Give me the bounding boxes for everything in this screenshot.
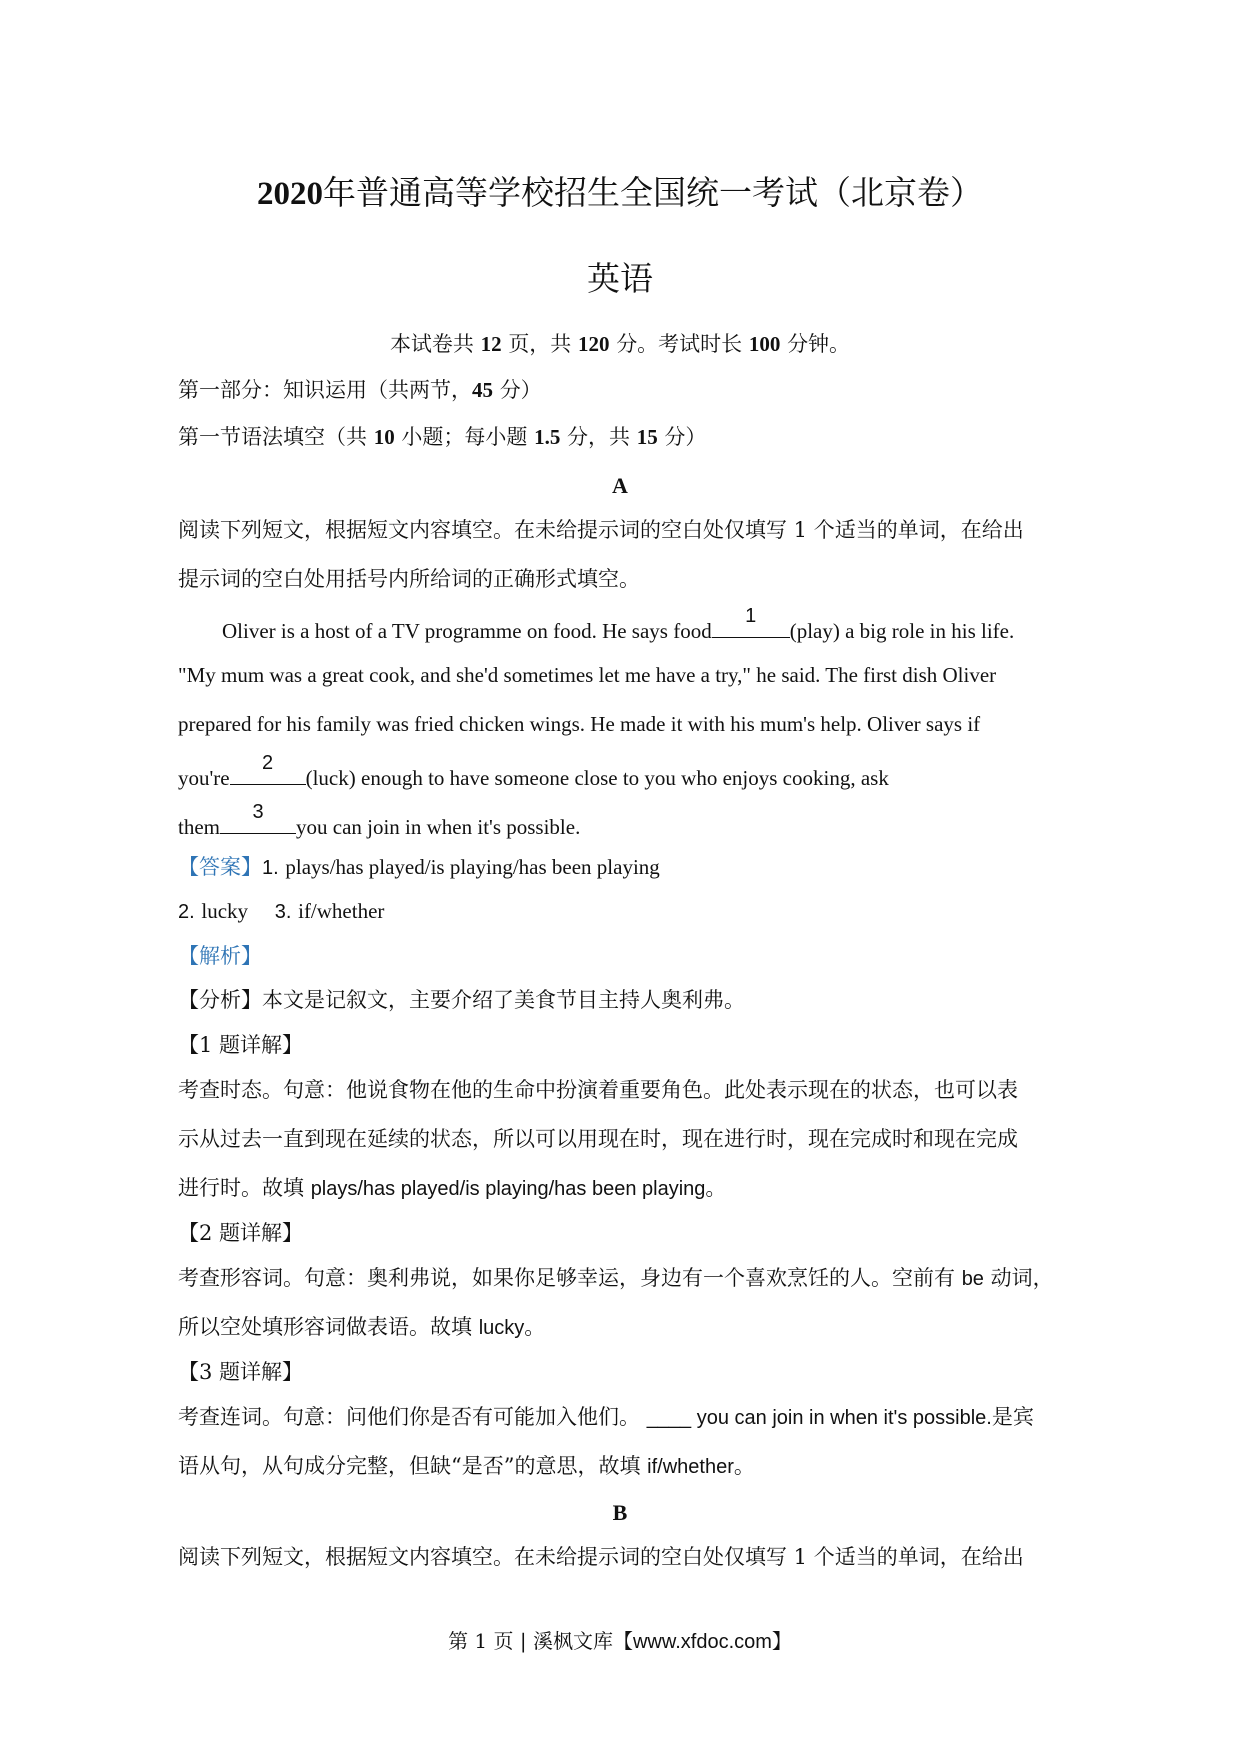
- q3-line-2: [178, 1456, 755, 1477]
- q2-heading: 【2 题详解】: [178, 1221, 304, 1245]
- part-one-score: 45: [472, 378, 493, 402]
- q3-text: 语从句，从句成分完整，但缺“是否”的意思，故填: [178, 1454, 641, 1478]
- passage-text: you're: [178, 766, 230, 790]
- intro-pages: 12: [480, 332, 502, 356]
- q2-line-2: [178, 1317, 545, 1338]
- page-footer: [0, 1631, 1240, 1652]
- section-text-1: 第一节语法填空（共: [178, 425, 367, 449]
- blank-number: 2: [262, 752, 274, 774]
- answer-text: plays/has played/is playing/has been playing: [285, 855, 660, 879]
- q2-text: 所以空处填形容词做表语。故填: [178, 1315, 472, 1339]
- analysis-tag: 【解析】: [178, 944, 262, 968]
- analysis-summary: 【分析】本文是记叙文，主要介绍了美食节目主持人奥利弗。: [178, 988, 745, 1012]
- q1-line-1: 考查时态。句意：他说食物在他的生命中扮演着重要角色。此处表示现在的状态，也可以表: [178, 1078, 1018, 1102]
- passage-text: you can join in when it's possible.: [296, 815, 581, 839]
- part-one-heading: [178, 380, 542, 401]
- passage-text: (luck) enough to have someone close to you who enjoys cooking, ask: [305, 766, 889, 790]
- section-text-3: 分，共: [567, 425, 630, 449]
- q3-sentence: ____ you can join in when it's possible.: [646, 1407, 992, 1429]
- section-one-heading: [178, 427, 706, 448]
- q3-line-1: [178, 1407, 1034, 1428]
- blank-1: [712, 605, 790, 638]
- q1-answer: plays/has played/is playing/has been playing: [310, 1178, 706, 1200]
- part-one-text: 第一部分：知识运用（共两节，: [178, 378, 472, 402]
- exam-title: [0, 173, 1240, 212]
- passage-b-instruction-1: 阅读下列短文，根据短文内容填空。在未给提示词的空白处仅填写 1 个适当的单词，在给出: [178, 1545, 1024, 1569]
- q3-text-end: 。: [733, 1454, 755, 1478]
- passage-a-line-5: [178, 801, 581, 839]
- answer-line-1: [178, 857, 660, 878]
- passage-text: them: [178, 815, 220, 839]
- answer-number: 1.: [262, 857, 279, 879]
- section-total: 15: [636, 425, 658, 449]
- subject-title: 英语: [587, 259, 653, 298]
- section-each-score: 1.5: [534, 425, 561, 449]
- intro-minutes: 100: [748, 332, 781, 356]
- intro-text-4: 分钟。: [787, 332, 851, 356]
- passage-a-instruction-1: 阅读下列短文，根据短文内容填空。在未给提示词的空白处仅填写 1 个适当的单词，在给出: [178, 518, 1024, 542]
- blank-2: [230, 752, 306, 785]
- passage-a-instruction-2: 提示词的空白处用括号内所给词的正确形式填空。: [178, 567, 640, 591]
- q2-answer: lucky: [478, 1317, 525, 1339]
- passage-a-label: A: [612, 473, 628, 498]
- answer-number: 3.: [274, 901, 292, 923]
- passage-a-line-1: [222, 605, 1015, 643]
- blank-number: 1: [745, 605, 757, 627]
- title-year: 2020: [257, 176, 323, 212]
- answer-number: 2.: [178, 901, 195, 923]
- intro-text-2: 页，共: [508, 332, 572, 356]
- passage-a-line-3: prepared for his family was fried chicken wings. He made it with his mum's help. Oliver says if: [178, 712, 981, 736]
- section-count: 10: [373, 425, 395, 449]
- answer-text: lucky: [201, 899, 249, 923]
- q1-text-end: 。: [705, 1176, 727, 1200]
- answer-tag: 【答案】: [178, 855, 262, 879]
- q2-text-end: 动词，: [990, 1266, 1054, 1290]
- section-text-4: 分）: [664, 425, 707, 449]
- exam-intro: [0, 334, 1240, 355]
- q2-be: be: [961, 1268, 984, 1290]
- passage-b-label: B: [612, 1500, 628, 1525]
- q3-text: 考查连词。句意：问他们你是否有可能加入他们。: [178, 1405, 640, 1429]
- footer-text: 第 1 页 | 溪枫文库【: [448, 1629, 633, 1653]
- q1-heading: 【1 题详解】: [178, 1033, 304, 1057]
- intro-text-1: 本试卷共: [389, 332, 474, 356]
- q3-answer: if/whether: [647, 1456, 734, 1478]
- footer-text-end: 】: [771, 1629, 792, 1653]
- blank-number: 3: [252, 801, 264, 823]
- q2-text: 考查形容词。句意：奥利弗说，如果你足够幸运，身边有一个喜欢烹饪的人。空前有: [178, 1266, 955, 1290]
- title-text: 年普通高等学校招生全国统一考试（北京卷）: [323, 173, 983, 212]
- q1-line-3: [178, 1178, 726, 1199]
- blank-3: [220, 801, 296, 834]
- q2-text-end: 。: [524, 1315, 546, 1339]
- part-one-text-end: 分）: [499, 378, 542, 402]
- answer-line-2: [178, 901, 384, 922]
- intro-text-3: 分。考试时长: [616, 332, 743, 356]
- q2-line-1: [178, 1268, 1054, 1289]
- footer-url: www.xfdoc.com: [632, 1631, 772, 1653]
- q1-text: 进行时。故填: [178, 1176, 304, 1200]
- intro-score: 120: [578, 332, 610, 356]
- answer-text: if/whether: [298, 899, 385, 923]
- section-text-2: 小题；每小题: [401, 425, 528, 449]
- q3-text-end: 是宾: [991, 1405, 1034, 1429]
- q1-line-2: 示从过去一直到现在延续的状态，所以可以用现在时，现在进行时，现在完成时和现在完成: [178, 1127, 1018, 1151]
- passage-text: Oliver is a host of a TV programme on food. He says food: [222, 619, 712, 643]
- passage-a-line-2: "My mum was a great cook, and she'd sometimes let me have a try," he said. The first dish Oliver: [178, 663, 997, 687]
- q3-heading: 【3 题详解】: [178, 1360, 304, 1384]
- passage-a-line-4: [178, 752, 889, 790]
- passage-text: (play) a big role in his life.: [789, 619, 1015, 643]
